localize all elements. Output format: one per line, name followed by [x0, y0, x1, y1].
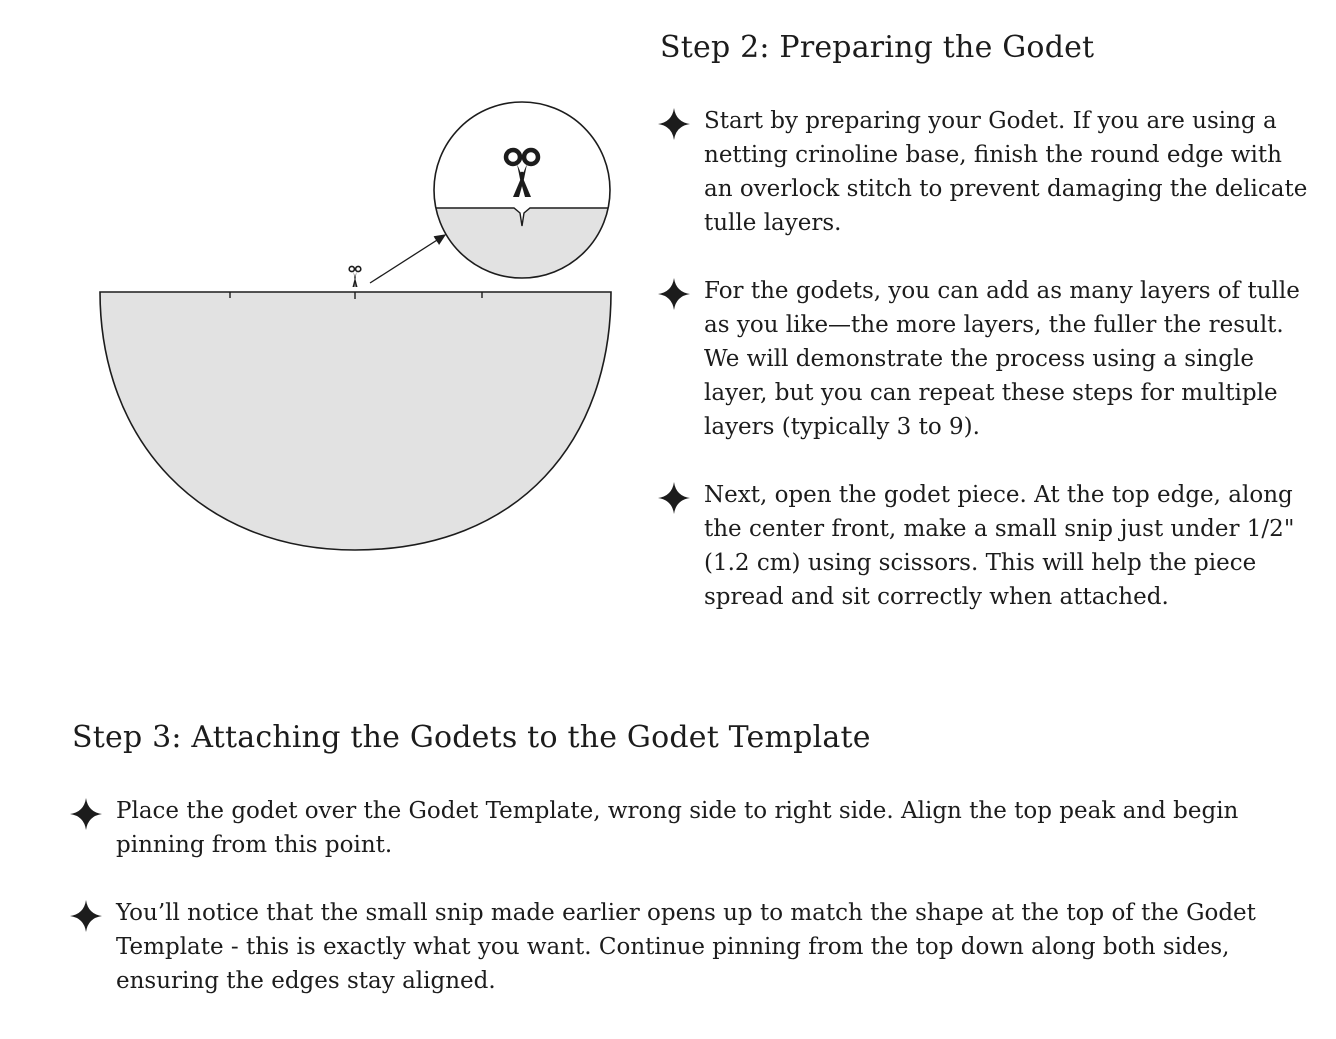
godet-piece — [100, 292, 611, 550]
bullet-text: Place the godet over the Godet Template, wrong side to right side. Align the top peak and begin pinning from this point. — [116, 798, 1239, 858]
four-point-star-icon — [70, 798, 102, 830]
arrow-icon — [370, 235, 445, 283]
list-item — [660, 478, 1310, 614]
four-point-star-icon — [70, 900, 102, 932]
step-3-title: Step 3: Attaching the Godets to the Godet Template — [72, 720, 871, 755]
list-item — [72, 794, 1292, 862]
step-3-list — [72, 794, 1292, 998]
step-2-section — [660, 28, 1310, 648]
zoom-detail — [430, 102, 620, 298]
godet-diagram — [90, 95, 620, 560]
list-item — [72, 896, 1292, 998]
scissors-icon — [506, 150, 538, 197]
step-2-title: Step 2: Preparing the Godet — [660, 30, 1095, 65]
bullet-text: Next, open the godet piece. At the top edge, along the center front, make a small snip just under 1/2" (1.2 cm) using scissors. This will help the piece spread and sit correctly when attached. — [704, 482, 1295, 610]
bullet-text: You’ll notice that the small snip made earlier opens up to match the shape at the top of the Godet Template - this is exactly what you want. Continue pinning from the top down along both sides, ensuring the edges stay aligned. — [116, 900, 1256, 994]
four-point-star-icon — [658, 108, 690, 140]
list-item — [660, 274, 1310, 444]
step-2-list — [660, 104, 1310, 614]
scissors-icon — [349, 266, 361, 287]
step-3-section — [72, 718, 1292, 1032]
four-point-star-icon — [658, 482, 690, 514]
list-item — [660, 104, 1310, 240]
bullet-text: For the godets, you can add as many layers of tulle as you like—the more layers, the fuller the result. We will demonstrate the process using a single layer, but you can repeat these steps for multiple layers (typically 3 to 9). — [704, 278, 1300, 440]
bullet-text: Start by preparing your Godet. If you are using a netting crinoline base, finish the round edge with an overlock stitch to prevent damaging the delicate tulle layers. — [704, 108, 1308, 236]
four-point-star-icon — [658, 278, 690, 310]
